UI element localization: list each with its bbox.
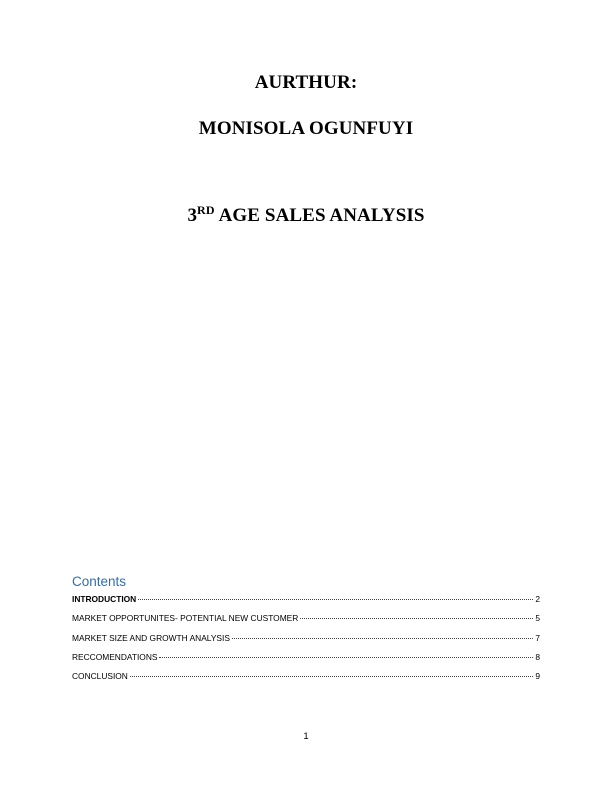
author-label: AURTHUR: bbox=[254, 72, 358, 93]
toc-entry-label: INTRODUCTION bbox=[72, 594, 137, 604]
toc-leader-dots bbox=[232, 638, 533, 639]
toc-entry-recommendations[interactable] bbox=[72, 652, 540, 671]
toc-leader-dots bbox=[300, 618, 533, 619]
author-name: MONISOLA OGUNFUYI bbox=[198, 118, 414, 139]
toc-entry-label: CONCLUSION bbox=[72, 671, 128, 682]
toc-entry-page: 2 bbox=[535, 594, 540, 604]
toc-entry-label: MARKET SIZE AND GROWTH ANALYSIS bbox=[72, 632, 230, 643]
report-title-superscript: RD bbox=[197, 203, 215, 217]
toc-entry-market-size[interactable] bbox=[72, 633, 540, 652]
table-of-contents bbox=[72, 574, 540, 690]
toc-entry-label: RECCOMENDATIONS bbox=[72, 651, 158, 662]
toc-entry-page: 9 bbox=[535, 671, 540, 682]
toc-entry-page: 8 bbox=[535, 651, 540, 662]
toc-leader-dots bbox=[159, 657, 533, 658]
toc-entry-page: 7 bbox=[535, 632, 540, 643]
page-number: 1 bbox=[303, 731, 309, 742]
toc-leader-dots bbox=[130, 676, 533, 677]
toc-leader-dots bbox=[138, 599, 533, 600]
report-title-rest: AGE SALES ANALYSIS bbox=[218, 205, 425, 226]
toc-heading: Contents bbox=[72, 574, 127, 589]
report-title bbox=[0, 205, 612, 227]
toc-entry-page: 5 bbox=[535, 613, 540, 624]
toc-entry-label: MARKET OPPORTUNITES- POTENTIAL NEW CUSTOMER bbox=[72, 613, 299, 624]
toc-entry-conclusion[interactable] bbox=[72, 671, 540, 690]
toc-entry-market-opportunities[interactable] bbox=[72, 613, 540, 632]
toc-entry-introduction[interactable] bbox=[72, 594, 540, 613]
report-title-number: 3 bbox=[187, 205, 198, 226]
